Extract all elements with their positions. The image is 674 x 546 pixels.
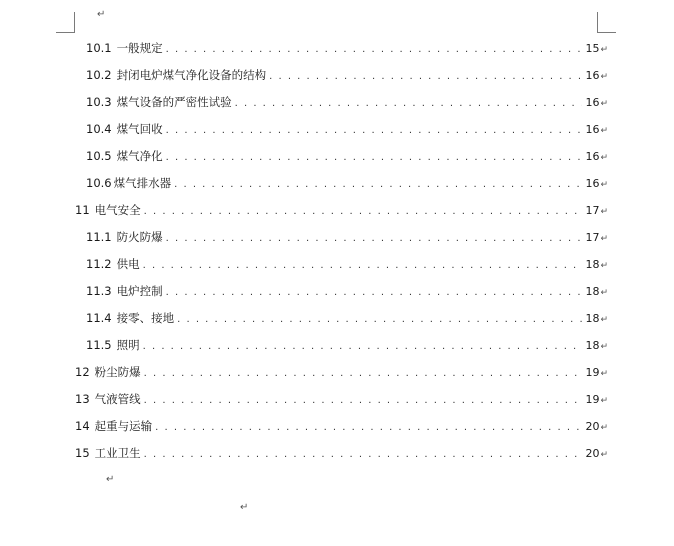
toc-entry-14[interactable] — [75, 418, 608, 434]
toc-entry-10-2[interactable] — [86, 67, 608, 83]
toc-number: 13 — [75, 392, 90, 406]
paragraph-mark: ↵ — [600, 126, 608, 136]
toc-title: 封闭电炉煤气净化设备的结构 — [116, 68, 267, 82]
toc-leader — [144, 206, 583, 217]
paragraph-mark: ↵ — [600, 315, 608, 325]
toc-entry-11-2[interactable] — [86, 256, 608, 272]
toc-page: 16 — [585, 177, 600, 190]
paragraph-mark: ↵ — [600, 342, 608, 352]
page-corner-top-right — [597, 12, 616, 33]
toc-number: 11.2 — [86, 257, 112, 271]
toc-leader — [235, 98, 583, 109]
toc-number: 15 — [75, 446, 90, 460]
toc-title: 粉尘防爆 — [94, 365, 141, 379]
toc-title: 煤气设备的严密性试验 — [116, 95, 232, 109]
toc-entry-13[interactable] — [75, 391, 608, 407]
toc-title: 煤气净化 — [116, 149, 163, 163]
toc-number: 11.4 — [86, 311, 112, 325]
toc-entry-10-3[interactable] — [86, 94, 608, 110]
toc-leader — [174, 179, 582, 190]
toc-entry-11[interactable] — [75, 202, 608, 218]
toc-leader — [144, 368, 583, 379]
toc-number: 10.6 — [86, 176, 112, 190]
toc-title: 电气安全 — [94, 203, 141, 217]
toc-page: 18 — [585, 312, 600, 325]
toc-leader — [144, 449, 583, 460]
toc-entry-15[interactable] — [75, 445, 608, 461]
paragraph-mark-top: ↵ — [97, 9, 106, 20]
toc-page: 20 — [585, 420, 600, 433]
toc-page: 16 — [585, 150, 600, 163]
toc-title: 供电 — [116, 257, 140, 271]
paragraph-mark: ↵ — [600, 207, 608, 217]
toc-leader — [166, 233, 583, 244]
toc-number: 10.1 — [86, 41, 112, 55]
paragraph-mark: ↵ — [600, 99, 608, 109]
toc-title: 煤气排水器 — [113, 176, 172, 190]
toc-number: 14 — [75, 419, 90, 433]
toc-page: 20 — [585, 447, 600, 460]
toc-entry-11-1[interactable] — [86, 229, 608, 245]
toc-number: 10.5 — [86, 149, 112, 163]
toc-entry-11-4[interactable] — [86, 310, 608, 326]
toc-leader — [155, 422, 582, 433]
paragraph-mark: ↵ — [600, 153, 608, 163]
toc-page: 18 — [585, 285, 600, 298]
toc-leader — [143, 260, 583, 271]
toc-number: 10.3 — [86, 95, 112, 109]
paragraph-mark-bottom: ↵ — [240, 502, 249, 513]
toc-title: 电炉控制 — [116, 284, 163, 298]
toc-page: 18 — [585, 339, 600, 352]
paragraph-mark: ↵ — [600, 234, 608, 244]
toc-title: 工业卫生 — [94, 446, 141, 460]
toc-number: 11 — [75, 203, 90, 217]
paragraph-mark: ↵ — [600, 423, 608, 433]
toc-number: 12 — [75, 365, 90, 379]
toc-page: 18 — [585, 258, 600, 271]
paragraph-mark: ↵ — [600, 261, 608, 271]
paragraph-mark-after-toc: ↵ — [106, 474, 115, 485]
paragraph-mark: ↵ — [600, 369, 608, 379]
toc-entry-10-1[interactable] — [86, 40, 608, 56]
toc-leader — [166, 152, 583, 163]
toc-title: 煤气回收 — [116, 122, 163, 136]
paragraph-mark: ↵ — [600, 288, 608, 298]
page-corner-top-left — [56, 12, 75, 33]
toc-number: 11.1 — [86, 230, 112, 244]
toc-title: 照明 — [116, 338, 140, 352]
toc-page: 17 — [585, 204, 600, 217]
paragraph-mark: ↵ — [600, 45, 608, 55]
toc-page: 19 — [585, 393, 600, 406]
toc-entry-11-3[interactable] — [86, 283, 608, 299]
toc-page: 15 — [585, 42, 600, 55]
toc-entry-10-6[interactable] — [86, 175, 608, 191]
toc-leader — [144, 395, 583, 406]
paragraph-mark: ↵ — [600, 450, 608, 460]
toc-page: 16 — [585, 123, 600, 136]
paragraph-mark: ↵ — [600, 396, 608, 406]
toc-page: 17 — [585, 231, 600, 244]
toc-leader — [269, 71, 582, 82]
toc-leader — [143, 341, 583, 352]
paragraph-mark: ↵ — [600, 180, 608, 190]
toc-number: 11.3 — [86, 284, 112, 298]
toc-title: 一般规定 — [116, 41, 163, 55]
toc-number: 10.4 — [86, 122, 112, 136]
toc-entry-12[interactable] — [75, 364, 608, 380]
toc-page: 16 — [585, 96, 600, 109]
toc-number: 10.2 — [86, 68, 112, 82]
toc-number: 11.5 — [86, 338, 112, 352]
toc-leader — [166, 125, 583, 136]
toc-page: 19 — [585, 366, 600, 379]
toc-entry-10-5[interactable] — [86, 148, 608, 164]
toc-title: 接零、接地 — [116, 311, 175, 325]
toc-title: 气液管线 — [94, 392, 141, 406]
toc-leader — [177, 314, 582, 325]
toc-entry-11-5[interactable] — [86, 337, 608, 353]
toc-leader — [166, 44, 583, 55]
toc-entry-10-4[interactable] — [86, 121, 608, 137]
toc-page: 16 — [585, 69, 600, 82]
toc-title: 起重与运输 — [94, 419, 153, 433]
paragraph-mark: ↵ — [600, 72, 608, 82]
toc-title: 防火防爆 — [116, 230, 163, 244]
toc-leader — [166, 287, 583, 298]
